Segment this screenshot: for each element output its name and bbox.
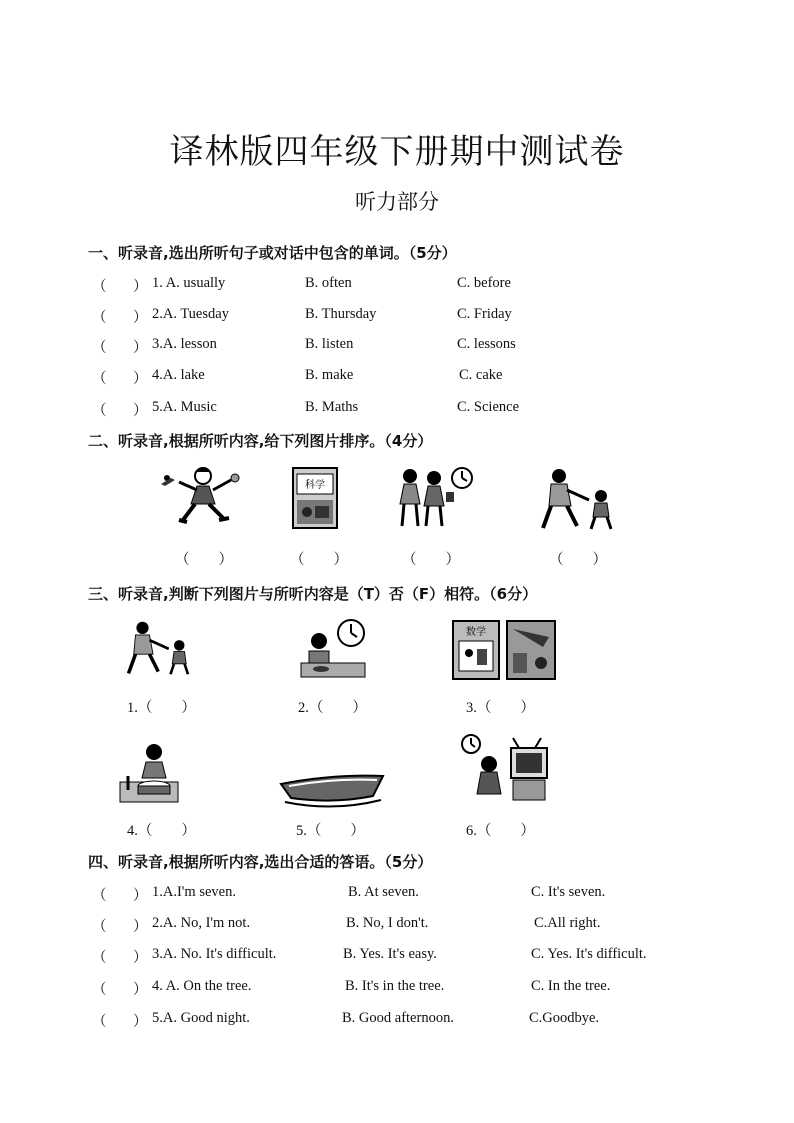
answer-paren-open: （ — [92, 371, 107, 387]
science-book-icon — [291, 466, 339, 530]
page-title: 译林版四年级下册期中测试卷 — [169, 132, 625, 172]
answer-paren-close: ） — [133, 1014, 148, 1030]
answer-paren-close: ） — [133, 340, 148, 356]
option-c: C. Friday — [457, 306, 512, 322]
option-c: C. Yes. It's difficult. — [531, 946, 647, 962]
section-heading-4: 四、听录音,根据所听内容,选出合适的答语。（5分） — [88, 853, 433, 871]
answer-blank[interactable]: （ ） — [549, 552, 607, 568]
option-a: 1. A. usually — [152, 275, 226, 291]
judge-label[interactable]: 4.（ ） — [127, 823, 196, 839]
boat-icon — [279, 770, 385, 810]
section-heading-1: 一、听录音,选出所听句子或对话中包含的单词。（5分） — [88, 244, 457, 262]
answer-paren-close: ） — [133, 982, 148, 998]
girl-with-cake-icon — [118, 742, 180, 806]
maths-and-english-books-icon — [451, 619, 557, 681]
answer-paren-open: （ — [92, 403, 107, 419]
answer-paren-open: （ — [92, 919, 107, 935]
answer-paren-close: ） — [133, 279, 148, 295]
man-and-boy-icon — [539, 466, 619, 532]
book-cover-label: 科学 — [305, 480, 325, 491]
answer-paren-open: （ — [92, 340, 107, 356]
judge-label[interactable]: 1.（ ） — [127, 700, 196, 716]
option-b: B. Thursday — [305, 306, 377, 322]
option-b: B. No, I don't. — [346, 915, 429, 931]
judge-label[interactable]: 6.（ ） — [466, 823, 535, 839]
option-c: C.Goodbye. — [529, 1010, 600, 1026]
option-b: B. It's in the tree. — [345, 978, 445, 994]
option-a: 2.A. No, I'm not. — [152, 915, 251, 931]
option-b: B. listen — [305, 336, 354, 352]
option-a: 4. A. On the tree. — [152, 978, 252, 994]
option-a: 5.A. Good night. — [152, 1010, 250, 1026]
answer-paren-open: （ — [92, 888, 107, 904]
option-b: B. Good afternoon. — [342, 1010, 454, 1026]
option-b: B. At seven. — [348, 884, 419, 900]
answer-paren-close: ） — [133, 888, 148, 904]
answer-paren-close: ） — [133, 371, 148, 387]
answer-paren-open: （ — [92, 982, 107, 998]
book-cover-label: 数学 — [466, 627, 486, 638]
section-heading-2: 二、听录音,根据所听内容,给下列图片排序。（4分） — [88, 432, 433, 450]
answer-paren-close: ） — [133, 403, 148, 419]
answer-blank[interactable]: （ ） — [175, 552, 233, 568]
answer-blank[interactable]: （ ） — [402, 552, 460, 568]
option-c: C. It's seven. — [531, 884, 606, 900]
judge-label[interactable]: 5.（ ） — [296, 823, 365, 839]
answer-paren-open: （ — [92, 310, 107, 326]
option-c: C.All right. — [534, 915, 601, 931]
option-c: C. lessons — [457, 336, 516, 352]
girls-with-clock-icon — [396, 464, 476, 532]
answer-blank[interactable]: （ ） — [290, 552, 348, 568]
option-c: C. cake — [459, 367, 503, 383]
girl-playing-table-tennis-icon — [157, 462, 241, 530]
option-a: 3.A. lesson — [152, 336, 217, 352]
option-a: 5.A. Music — [152, 399, 217, 415]
page-subtitle: 听力部分 — [355, 190, 439, 214]
option-c: C. before — [457, 275, 511, 291]
child-with-clock-icon — [299, 617, 369, 679]
option-b: B. Yes. It's easy. — [343, 946, 437, 962]
option-a: 2.A. Tuesday — [152, 306, 229, 322]
section-heading-3: 三、听录音,判断下列图片与所听内容是（T）否（F）相符。（6分） — [88, 585, 538, 603]
option-b: B. Maths — [305, 399, 359, 415]
judge-label[interactable]: 2.（ ） — [298, 700, 367, 716]
answer-paren-open: （ — [92, 279, 107, 295]
option-c: C. Science — [457, 399, 520, 415]
option-b: B. often — [305, 275, 352, 291]
man-and-boy-icon — [125, 617, 195, 679]
option-b: B. make — [305, 367, 354, 383]
answer-paren-open: （ — [92, 1014, 107, 1030]
answer-paren-open: （ — [92, 950, 107, 966]
child-watching-tv-icon — [459, 734, 551, 804]
option-a: 3.A. No. It's difficult. — [152, 946, 277, 962]
option-a: 4.A. lake — [152, 367, 205, 383]
answer-paren-close: ） — [133, 919, 148, 935]
judge-label[interactable]: 3.（ ） — [466, 700, 535, 716]
answer-paren-close: ） — [133, 310, 148, 326]
option-a: 1.A.I'm seven. — [152, 884, 236, 900]
option-c: C. In the tree. — [531, 978, 611, 994]
answer-paren-close: ） — [133, 950, 148, 966]
